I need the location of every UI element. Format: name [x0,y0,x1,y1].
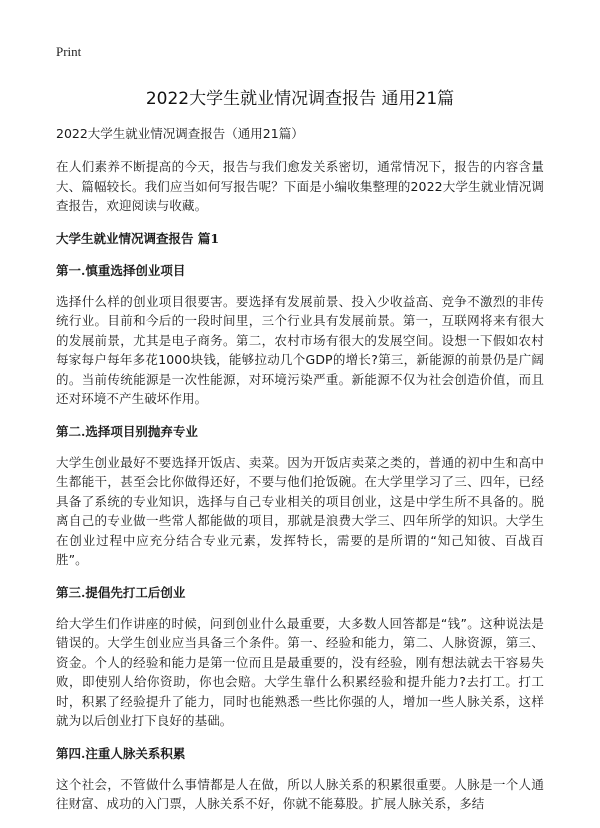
section-heading-3: 第三.提倡先打工后创业 [56,584,186,600]
article-heading: 大学生就业情况调查报告 篇1 [56,230,220,246]
section-body-2: 大学生创业最好不要选择开饭店、卖菜。因为开饭店卖菜之类的，普通的初中生和高中生都能干，甚至会比你做得还好，不要与他们抢饭碗。在大学里学习了三、四年，已经具备了系统的专业知识，选择与自己专业相关的项目创业，这是中学生所不具备的。脱离自己的专业做一些常人都能做的项目，那就是浪费大学三、四年所学的知识。大学生在创业过程中应充分结合专业元素，发挥特长，需要的是所谓的“知己知彼、百战百胜”。 [56,454,544,567]
section-body-1: 选择什么样的创业项目很要害。要选择有发展前景、投入少收益高、竞争不激烈的非传统行业。目前和今后的一段时间里，三个行业具有发展前景。第一，互联网将来有很大的发展前景，尤其是电子商务。第二，农村市场有很大的发展空间。设想一下假如农村每家每户每年多花1000块钱，能够拉动几个GDP的增长?第三，新能源的前景仍是广阔的。当前传统能源是一次性能源，对环境污染严重。新能源不仅为社会创造价值，而且还对环境不产生破坏作用。 [56,293,544,406]
section-body-4: 这个社会，不管做什么事情都是人在做，所以人脉关系的积累很重要。人脉是一个人通往财富、成功的入门票，人脉关系不好，你就不能募股。扩展人脉关系，多结 [56,776,544,811]
section-heading-2: 第二.选择项目别抛弃专业 [56,423,198,439]
intro-paragraph: 在人们素养不断提高的今天，报告与我们愈发关系密切，通常情况下，报告的内容含量大、篇幅较长。我们应当如何写报告呢？下面是小编收集整理的2022大学生就业情况调查报告，欢迎阅读与收藏。 [56,159,544,213]
section-body-3: 给大学生们作讲座的时候，问到创业什么最重要，大多数人回答都是“钱”。这种说法是错误的。大学生创业应当具备三个条件。第一、经验和能力，第二、人脉资源，第三、资金。个人的经验和能力是第一位而且是最重要的，没有经验，刚有想法就去干容易失败，即使别人给你资助，你也会赔。大学生靠什么积累经验和提升能力?去打工。打工时，积累了经验提升了能力，同时也能熟悉一些比你强的人，增加一些人脉关系，这样就为以后创业打下良好的基础。 [56,615,544,728]
document-subtitle: 2022大学生就业情况调查报告（通用21篇） [56,126,304,141]
section-heading-4: 第四.注重人脉关系积累 [56,745,186,761]
section-heading-1: 第一.慎重选择创业项目 [56,262,186,278]
page-title: 2022大学生就业情况调查报告 通用21篇 [145,89,455,109]
print-link[interactable]: Print [56,44,82,59]
